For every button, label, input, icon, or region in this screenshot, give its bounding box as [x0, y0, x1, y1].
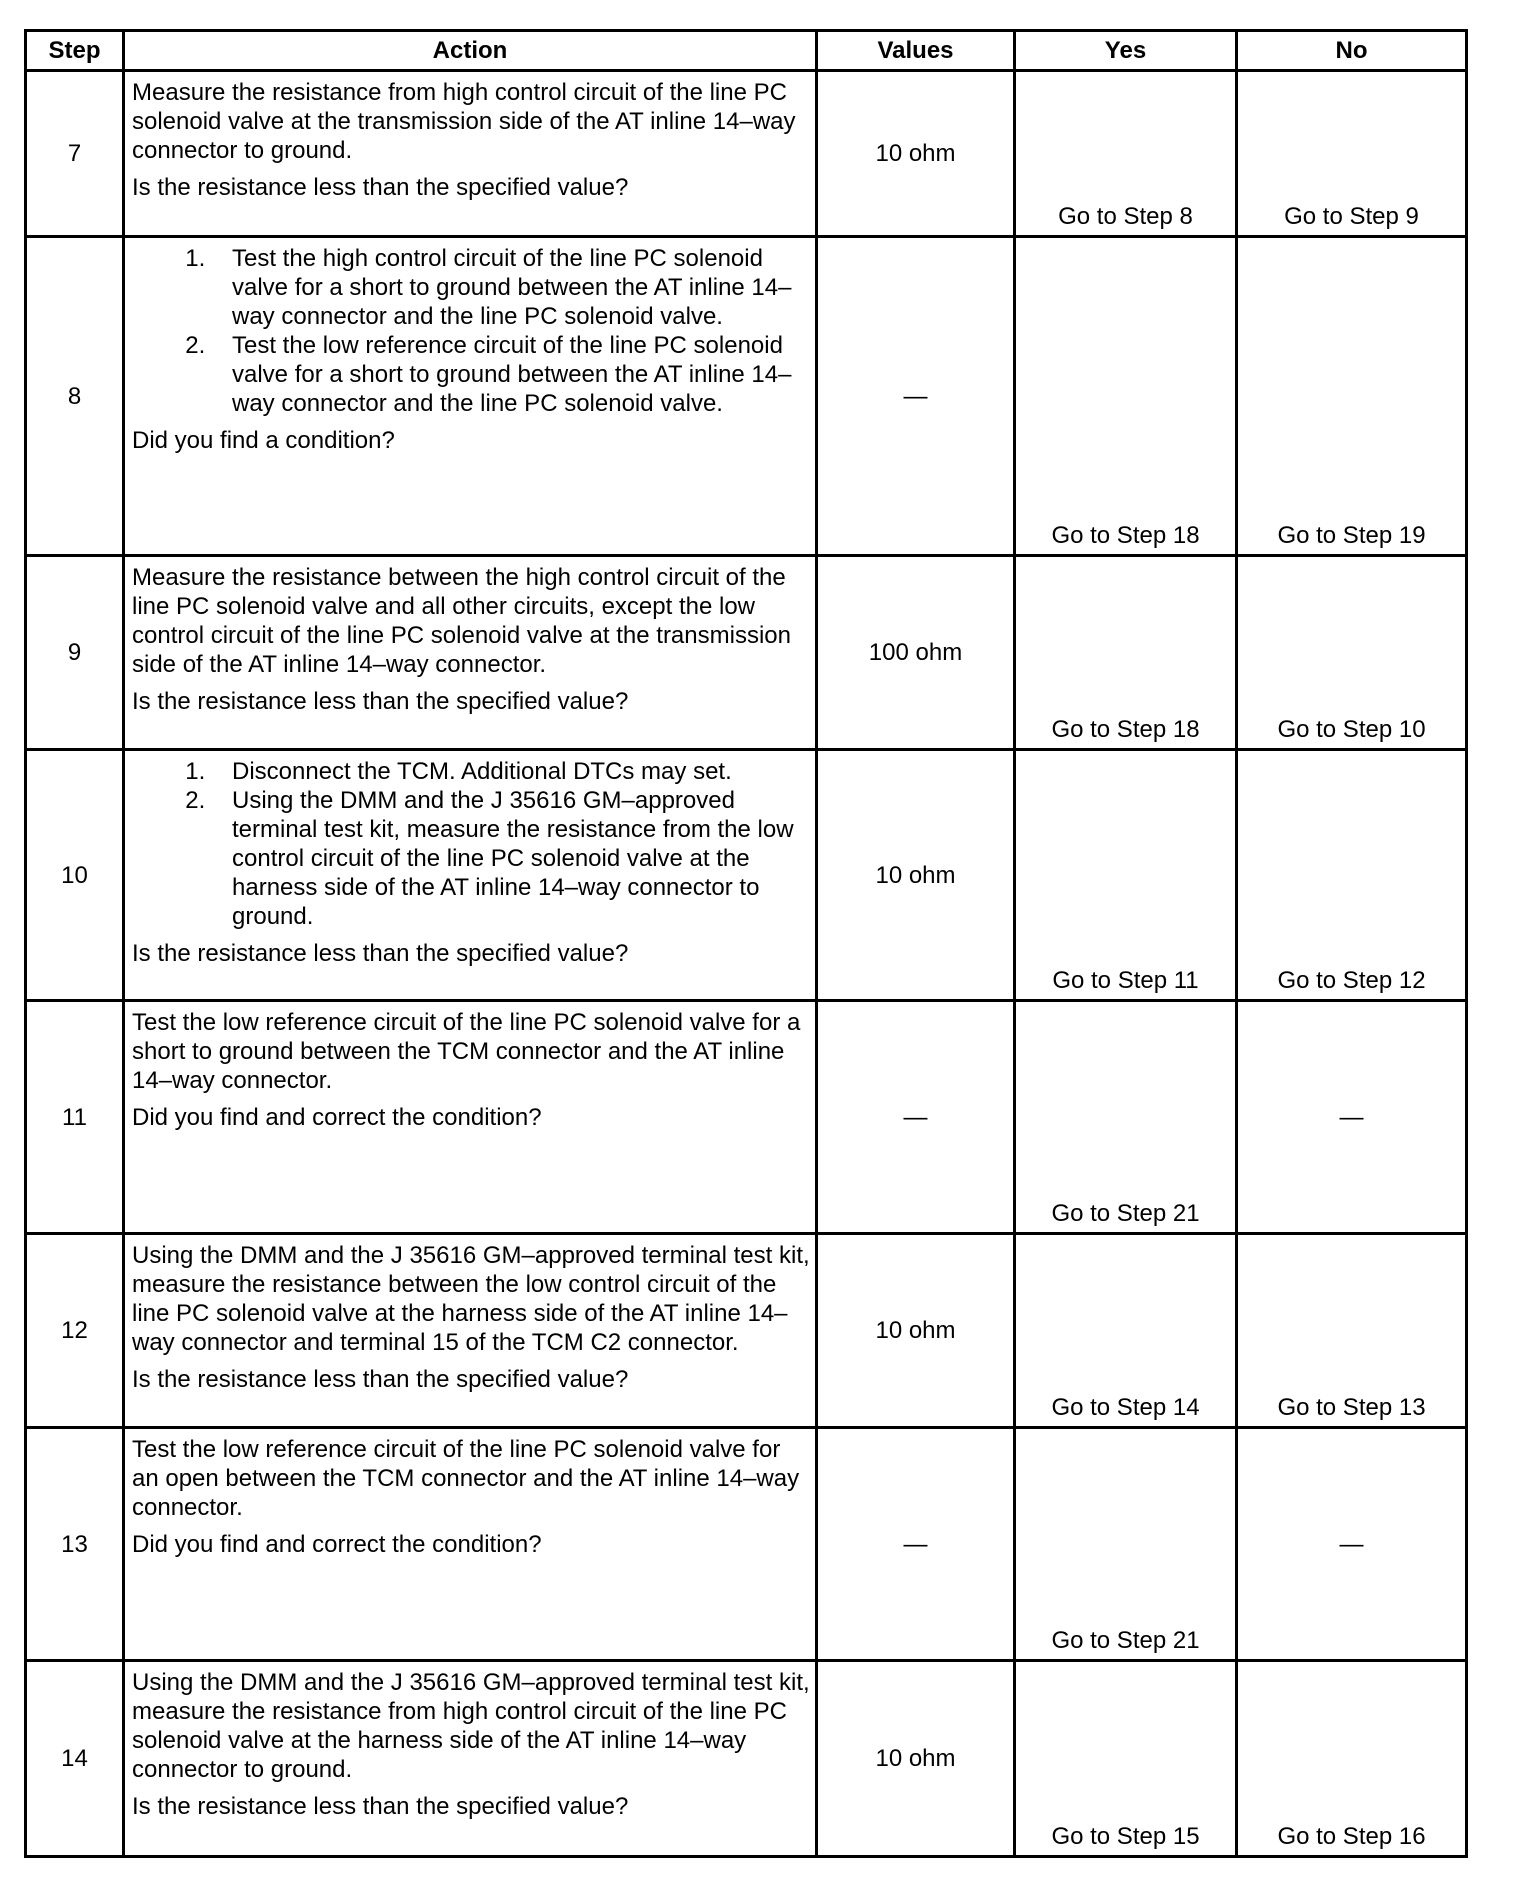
- action-question: Is the resistance less than the specified value?: [132, 688, 629, 715]
- action-text: Test the low reference circuit of the line PC solenoid valve for an open between the TCM connector and the AT inline 14–way connector.: [132, 1436, 800, 1521]
- no-cell: Go to Step 19: [1237, 237, 1467, 556]
- value-cell: 10 ohm: [817, 1661, 1015, 1857]
- yes-cell: Go to Step 15: [1015, 1661, 1237, 1857]
- diagnostic-table: [24, 29, 1468, 1858]
- action-list: [132, 757, 811, 931]
- yes-cell: Go to Step 11: [1015, 750, 1237, 1001]
- no-cell: —: [1237, 1001, 1467, 1234]
- yes-cell: Go to Step 21: [1015, 1428, 1237, 1661]
- yes-cell: Go to Step 8: [1015, 71, 1237, 237]
- action-text: Test the low reference circuit of the line PC solenoid valve for a short to ground between the TCM connector and the AT inline 14–way connector.: [132, 1009, 801, 1094]
- action-question: Is the resistance less than the specified value?: [132, 174, 629, 201]
- no-cell: —: [1237, 1428, 1467, 1661]
- action-list-item: 2. Test the low reference circuit of the line PC solenoid valve for a short to ground between the AT inline 14–way connector and the line PC solenoid valve.: [232, 331, 811, 418]
- action-cell: [124, 1001, 817, 1234]
- value-cell: 10 ohm: [817, 1234, 1015, 1428]
- value-cell: —: [817, 1001, 1015, 1234]
- yes-cell: Go to Step 18: [1015, 237, 1237, 556]
- no-cell: Go to Step 16: [1237, 1661, 1467, 1857]
- table-row-step-7: [26, 71, 1467, 237]
- step-number: 9: [26, 556, 124, 750]
- table-row-step-13: [26, 1428, 1467, 1661]
- yes-cell: Go to Step 21: [1015, 1001, 1237, 1234]
- step-number: 12: [26, 1234, 124, 1428]
- no-cell: Go to Step 12: [1237, 750, 1467, 1001]
- action-cell: [124, 1661, 817, 1857]
- action-list-item: 2. Using the DMM and the J 35616 GM–approved terminal test kit, measure the resistance from the low control circuit of the line PC solenoid valve at the harness side of the AT inline 14–way connector to ground.: [232, 786, 811, 931]
- action-list-item: 1. Disconnect the TCM. Additional DTCs may set.: [232, 757, 811, 786]
- value-cell: —: [817, 237, 1015, 556]
- header-step: Step: [26, 31, 124, 71]
- yes-cell: Go to Step 18: [1015, 556, 1237, 750]
- table-row-step-14: [26, 1661, 1467, 1857]
- action-question: Did you find a condition?: [132, 427, 395, 454]
- value-cell: —: [817, 1428, 1015, 1661]
- no-cell: Go to Step 9: [1237, 71, 1467, 237]
- yes-cell: Go to Step 14: [1015, 1234, 1237, 1428]
- action-text: Measure the resistance from high control circuit of the line PC solenoid valve at the transmission side of the AT inline 14–way connector to ground.: [132, 79, 796, 164]
- table-row-step-8: [26, 237, 1467, 556]
- action-text: Using the DMM and the J 35616 GM–approved terminal test kit, measure the resistance from high control circuit of the line PC solenoid valve at the harness side of the AT inline 14–way connector to ground.: [132, 1669, 810, 1783]
- no-cell: Go to Step 13: [1237, 1234, 1467, 1428]
- step-number: 14: [26, 1661, 124, 1857]
- action-text: Measure the resistance between the high control circuit of the line PC solenoid valve and all other circuits, except the low control circuit of the line PC solenoid valve at the transmission side of the AT inline 14–way connector.: [132, 564, 791, 678]
- step-number: 8: [26, 237, 124, 556]
- header-no: No: [1237, 31, 1467, 71]
- action-question: Is the resistance less than the specified value?: [132, 940, 629, 967]
- action-question: Is the resistance less than the specified value?: [132, 1366, 629, 1393]
- header-yes: Yes: [1015, 31, 1237, 71]
- value-cell: 10 ohm: [817, 750, 1015, 1001]
- table-row-step-10: [26, 750, 1467, 1001]
- action-cell: [124, 237, 817, 556]
- action-cell: [124, 71, 817, 237]
- action-list-item: 1. Test the high control circuit of the line PC solenoid valve for a short to ground between the AT inline 14–way connector and the line PC solenoid valve.: [232, 244, 811, 331]
- value-cell: 100 ohm: [817, 556, 1015, 750]
- action-cell: [124, 750, 817, 1001]
- action-text: Using the DMM and the J 35616 GM–approved terminal test kit, measure the resistance between the low control circuit of the line PC solenoid valve at the harness side of the AT inline 14–way connector and terminal 15 of the TCM C2 connector.: [132, 1242, 810, 1356]
- step-number: 7: [26, 71, 124, 237]
- header-action: Action: [124, 31, 817, 71]
- table-row-step-11: [26, 1001, 1467, 1234]
- action-cell: [124, 1428, 817, 1661]
- action-list: [132, 244, 811, 418]
- header-values: Values: [817, 31, 1015, 71]
- action-cell: [124, 1234, 817, 1428]
- step-number: 13: [26, 1428, 124, 1661]
- value-cell: 10 ohm: [817, 71, 1015, 237]
- step-number: 10: [26, 750, 124, 1001]
- action-cell: [124, 556, 817, 750]
- table-row-step-9: [26, 556, 1467, 750]
- header-row: [26, 31, 1467, 71]
- table-row-step-12: [26, 1234, 1467, 1428]
- action-question: Did you find and correct the condition?: [132, 1531, 542, 1558]
- step-number: 11: [26, 1001, 124, 1234]
- action-question: Did you find and correct the condition?: [132, 1104, 542, 1131]
- no-cell: Go to Step 10: [1237, 556, 1467, 750]
- action-question: Is the resistance less than the specified value?: [132, 1793, 629, 1820]
